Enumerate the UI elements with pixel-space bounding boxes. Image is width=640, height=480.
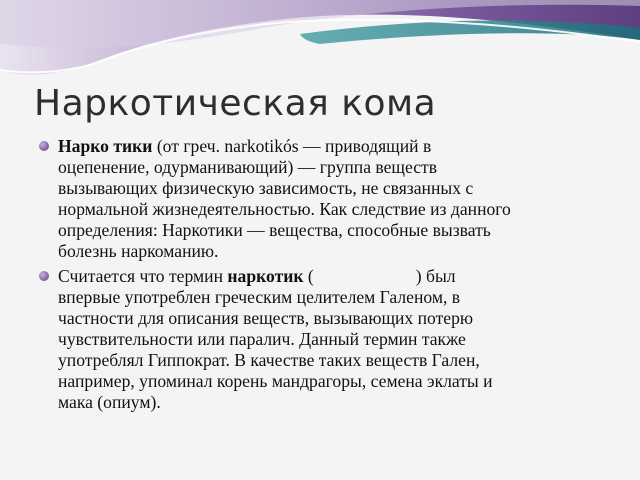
- bullet-text: ) был: [415, 266, 456, 286]
- bullet-line: употреблял Гиппократ. В качестве таких веществ Гален,: [58, 350, 480, 370]
- bullet-line: оцепенение, одурманивающий) — группа веществ: [58, 157, 438, 177]
- term-bold: Нарко тики: [58, 136, 153, 156]
- header-wave-decoration: [0, 0, 640, 78]
- bullet-dot: [39, 271, 49, 281]
- term-bold: наркотик: [227, 266, 304, 286]
- bullet-line: частности для описания веществ, вызывающих потерю: [58, 308, 474, 328]
- bullet-line: чувствительности или паралич. Данный термин также: [58, 329, 466, 349]
- bullet-text: (: [303, 266, 314, 286]
- bullet-item-definition: [36, 136, 596, 262]
- bullet-dot: [39, 141, 49, 151]
- bullet-line: например, упоминал корень мандрагоры, семена эклаты и: [58, 371, 493, 391]
- bullet-text: (от греч. narkotikós — приводящий в: [152, 136, 432, 156]
- bullet-line: нормальной жизнедеятельностью. Как следствие из данного: [58, 199, 511, 219]
- slide-title: Наркотическая кома: [34, 83, 437, 124]
- bullet-line: вызывающих физическую зависимость, не связанных с: [58, 178, 474, 198]
- bullet-line: [58, 136, 596, 157]
- slide-content: [36, 136, 596, 416]
- bullet-line: определения: Наркотики — вещества, способные вызвать: [58, 220, 491, 240]
- bullet-line: мака (опиум).: [58, 392, 161, 412]
- bullet-line: болезнь наркоманию.: [58, 241, 219, 261]
- bullet-item-history: [36, 266, 596, 413]
- bullet-line: [58, 266, 596, 287]
- bullet-text: Считается что термин: [58, 266, 228, 286]
- bullet-line: впервые употреблен греческим целителем Галеном, в: [58, 287, 461, 307]
